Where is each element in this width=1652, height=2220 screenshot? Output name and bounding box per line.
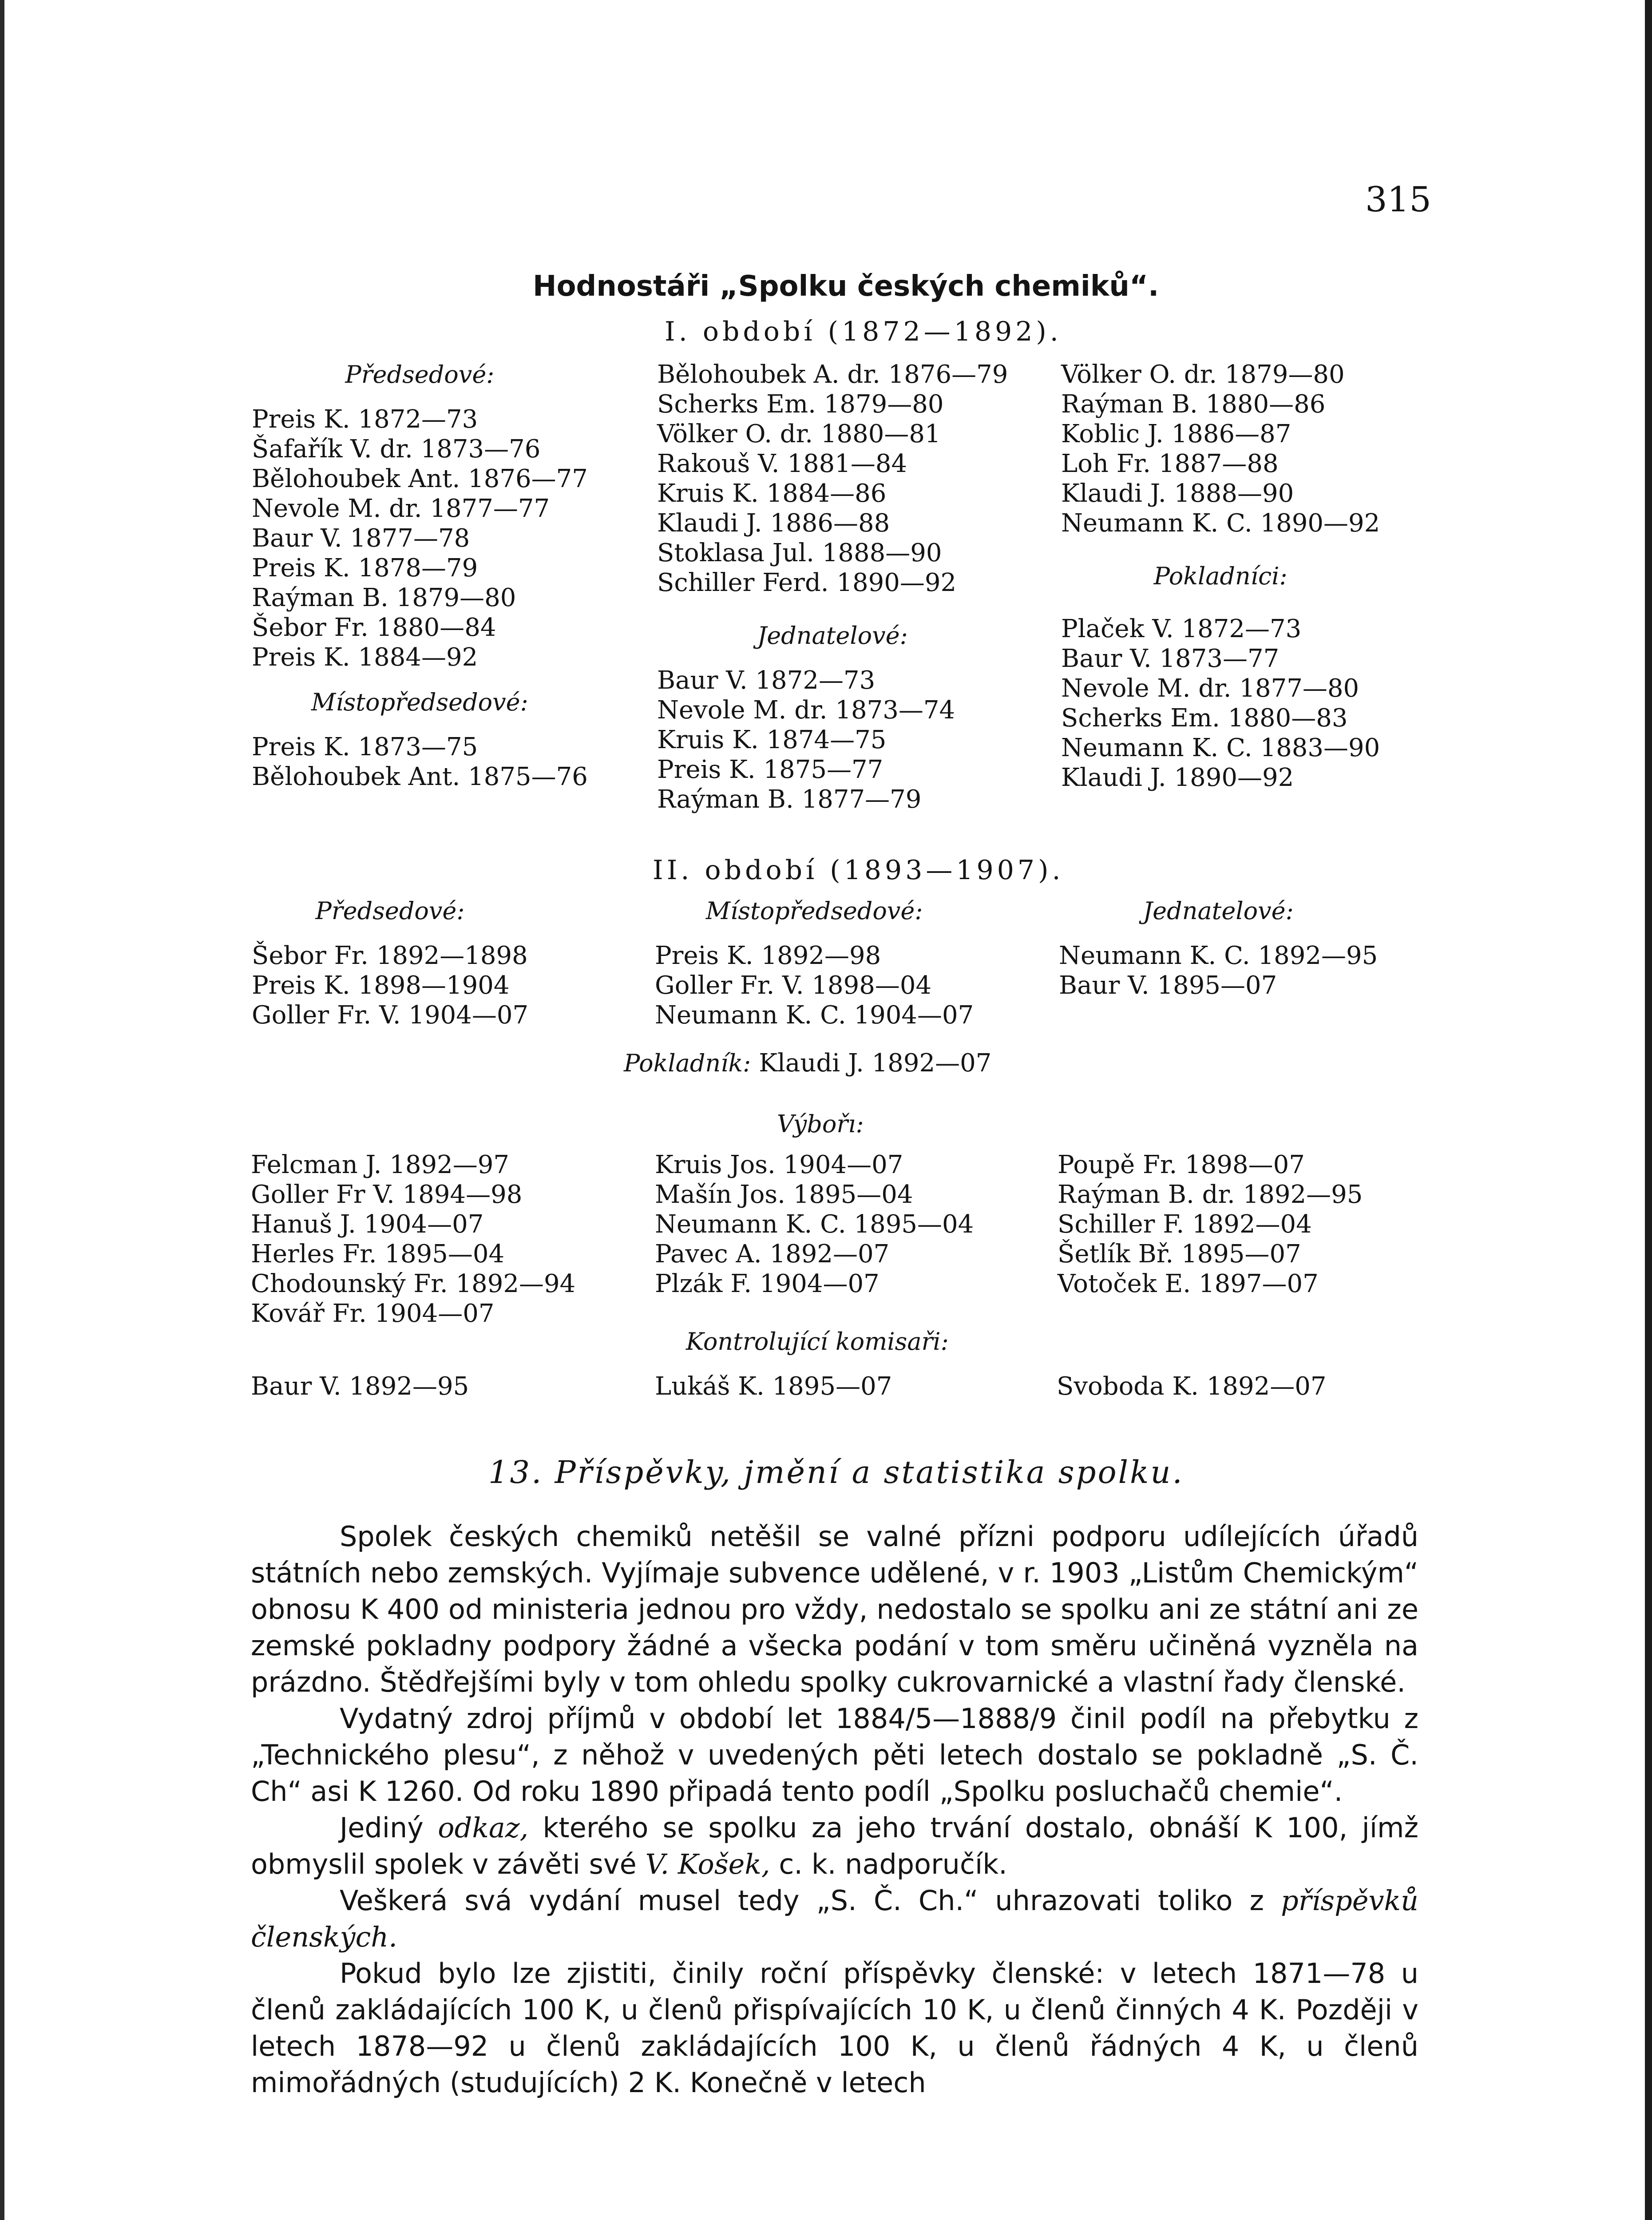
list-item: Schiller F. 1892—04 xyxy=(1058,1210,1312,1239)
list-item: Felcman J. 1892—97 xyxy=(251,1150,510,1179)
period-1-column-1 xyxy=(252,360,588,792)
list-item: Völker O. dr. 1879—80 xyxy=(1061,360,1345,389)
text-run: kterého se spolku za jeho trvání dostalo, obnáší K 100, jímž obmyslil spolek v závěti své xyxy=(251,1812,1418,1880)
list-item: Hanuš J. 1904—07 xyxy=(251,1210,484,1239)
scan-edge-right xyxy=(1645,0,1652,2220)
list-item: Šetlík Bř. 1895—07 xyxy=(1058,1240,1301,1269)
pokladnici-heading: Pokladníci: xyxy=(1153,562,1288,590)
list-item: Raýman B. 1879—80 xyxy=(252,583,516,612)
italic-text-run: V. Košek, xyxy=(645,1848,770,1880)
list-item: Nevole M. dr. 1873—74 xyxy=(657,696,955,725)
list-item: Bělohoubek Ant. 1876—77 xyxy=(252,464,588,493)
list-item: Klaudi J. 1886—88 xyxy=(657,509,890,538)
list-item: Raýman B. 1880—86 xyxy=(1061,390,1326,419)
list-item: Herles Fr. 1895—04 xyxy=(251,1240,505,1269)
list-item: Schiller Ferd. 1890—92 xyxy=(657,568,957,597)
vybori-column-3 xyxy=(1058,1150,1363,1299)
list-item: Rakouš V. 1881—84 xyxy=(657,449,907,478)
list-item: Preis K. 1873—75 xyxy=(252,733,478,761)
predsedove-heading: Předsedové: xyxy=(345,361,495,388)
list-item: Preis K. 1884—92 xyxy=(252,643,478,672)
jednatelove-heading: Jednatelové: xyxy=(757,622,908,650)
list-item: Scherks Em. 1879—80 xyxy=(657,390,944,419)
body-text xyxy=(251,1518,1418,2101)
text-run: Veškerá svá vydání musel tedy „S. Č. Ch.“ uhrazovati toliko z xyxy=(340,1884,1281,1917)
list-item: Pavec A. 1892—07 xyxy=(655,1240,890,1269)
paragraph xyxy=(251,1883,1418,1955)
list-item: Baur V. 1877—78 xyxy=(252,524,470,553)
list-item: Neumann K. C. 1883—90 xyxy=(1061,733,1380,762)
text-run: c. k. nadporučík. xyxy=(770,1848,1007,1880)
paragraph: Spolek českých chemiků netěšil se valné přízni podporu udílejících úřadů státních nebo zemských. Vyjímaje subvence udělené, v r. 1903 „Listům Chemickým“ obnosu K 400 od ministeria jednou pro vždy, nedostalo se spolku ani ze státní ani ze zemské pokladny podpory žádné a všecka podání v tom směru učiněná vyzněla na prázdno. Štědřejšími byly v tom ohledu spolky cukrovarnické a vlastní řady členské. xyxy=(251,1520,1418,1698)
predsedove-heading: Předsedové: xyxy=(315,897,465,925)
list-item: Stoklasa Jul. 1888—90 xyxy=(657,539,942,567)
list-item: Baur V. 1873—77 xyxy=(1061,644,1280,673)
period-2-mistopredsedove xyxy=(655,896,974,1030)
list-item: Baur V. 1895—07 xyxy=(1059,971,1277,1000)
period-2-jednatelove xyxy=(1059,896,1378,1000)
paragraph: Vydatný zdroj příjmů v období let 1884/5—1888/9 činil podíl na přebytku z „Technického plesu“, z něhož v uvedených pěti letech dostalo se pokladně „S. Č. Ch“ asi K 1260. Od roku 1890 připadá tento podíl „Spolku posluchačů chemie“. xyxy=(251,1702,1418,1808)
list-item: Nevole M. dr. 1877—77 xyxy=(252,494,550,523)
list-item: Svoboda K. 1892—07 xyxy=(1057,1372,1327,1401)
period-2-label: II. období (1893—1907). xyxy=(653,855,1064,886)
list-item: Nevole M. dr. 1877—80 xyxy=(1061,674,1359,703)
list-item: Poupě Fr. 1898—07 xyxy=(1058,1150,1305,1179)
list-item: Preis K. 1878—79 xyxy=(252,554,478,583)
vybori-column-1 xyxy=(251,1150,575,1328)
section-title: 13. Příspěvky, jmění a statistika spolku. xyxy=(488,1454,1184,1491)
list-item: Preis K. 1892—98 xyxy=(655,941,881,970)
list-item: Neumann K. C. 1892—95 xyxy=(1059,941,1378,970)
page-number: 315 xyxy=(1365,180,1431,220)
page-title: Hodnostáři „Spolku českých chemiků“. xyxy=(533,270,1159,303)
list-item: Raýman B. dr. 1892—95 xyxy=(1058,1180,1363,1209)
list-item: Kruis K. 1874—75 xyxy=(657,725,887,754)
vybori-column-2 xyxy=(655,1150,974,1299)
list-item: Neumann K. C. 1890—92 xyxy=(1061,509,1380,538)
list-item: Šebor Fr. 1892—1898 xyxy=(252,941,528,970)
list-item: Votoček E. 1897—07 xyxy=(1058,1269,1319,1298)
list-item: Loh Fr. 1887—88 xyxy=(1061,449,1279,478)
pokladnik-value: Klaudi J. 1892—07 xyxy=(759,1049,992,1078)
kontrolujici-heading: Kontrolující komisaři: xyxy=(686,1328,949,1356)
list-item: Bělohoubek Ant. 1875—76 xyxy=(252,762,588,791)
list-item: Baur V. 1872—73 xyxy=(657,666,876,695)
jednatelove-heading: Jednatelové: xyxy=(1143,897,1294,925)
pokladnik-heading: Pokladník: xyxy=(624,1049,751,1077)
period-1-column-2 xyxy=(657,360,1008,814)
list-item: Plaček V. 1872—73 xyxy=(1061,614,1302,643)
list-item: Kovář Fr. 1904—07 xyxy=(251,1299,495,1328)
list-item: Koblic J. 1886—87 xyxy=(1061,420,1291,448)
period-2-predsedove xyxy=(252,896,528,1030)
list-item: Goller Fr V. 1894—98 xyxy=(251,1180,523,1209)
vybori-heading: Výbořı: xyxy=(777,1110,864,1138)
italic-text-run: příspěvků členských. xyxy=(251,1884,1418,1953)
list-item: Klaudi J. 1888—90 xyxy=(1061,479,1294,508)
mistopredsedove-heading: Místopředsedové: xyxy=(705,897,923,925)
period-1-column-3 xyxy=(1061,360,1380,793)
list-item: Neumann K. C. 1904—07 xyxy=(655,1001,974,1030)
list-item: Baur V. 1892—95 xyxy=(251,1372,469,1401)
mistopredsedove-heading: Místopředsedové: xyxy=(311,688,528,716)
list-item: Goller Fr. V. 1898—04 xyxy=(655,971,932,1000)
list-item: Mašín Jos. 1895—04 xyxy=(655,1180,913,1209)
pokladnik-line xyxy=(624,1049,991,1078)
text-run: Jediný xyxy=(340,1812,438,1844)
list-item: Kruis K. 1884—86 xyxy=(657,479,887,508)
list-item: Šebor Fr. 1880—84 xyxy=(252,613,496,642)
list-item: Plzák F. 1904—07 xyxy=(655,1269,879,1298)
list-item: Chodounský Fr. 1892—94 xyxy=(251,1269,576,1298)
list-item: Lukáš K. 1895—07 xyxy=(655,1372,892,1401)
list-item: Preis K. 1872—73 xyxy=(252,405,478,434)
period-1-label: I. období (1872—1892). xyxy=(665,316,1062,347)
list-item: Scherks Em. 1880—83 xyxy=(1061,704,1348,733)
list-item: Bělohoubek A. dr. 1876—79 xyxy=(657,360,1008,389)
list-item: Preis K. 1875—77 xyxy=(657,755,883,784)
list-item: Raýman B. 1877—79 xyxy=(657,785,922,814)
scan-edge-left xyxy=(0,0,4,2220)
list-item: Kruis Jos. 1904—07 xyxy=(655,1150,903,1179)
list-item: Neumann K. C. 1895—04 xyxy=(655,1210,974,1239)
paragraph xyxy=(251,1810,1418,1883)
paragraph: Pokud bylo lze zjistiti, činily roční příspěvky členské: v letech 1871—78 u členů zakládajících 100 K, u členů přispívajících 10 K, u členů činných 4 K. Později v letech 1878—92 u členů zakládajících 100 K, u členů řádných 4 K, u členů mimořádných (studujících) 2 K. Konečně v letech xyxy=(251,1957,1418,2099)
list-item: Goller Fr. V. 1904—07 xyxy=(252,1001,529,1030)
italic-text-run: odkaz, xyxy=(438,1812,529,1844)
list-item: Preis K. 1898—1904 xyxy=(252,971,510,1000)
list-item: Klaudi J. 1890—92 xyxy=(1061,763,1294,792)
list-item: Šafařík V. dr. 1873—76 xyxy=(252,435,541,464)
list-item: Völker O. dr. 1880—81 xyxy=(657,420,941,448)
